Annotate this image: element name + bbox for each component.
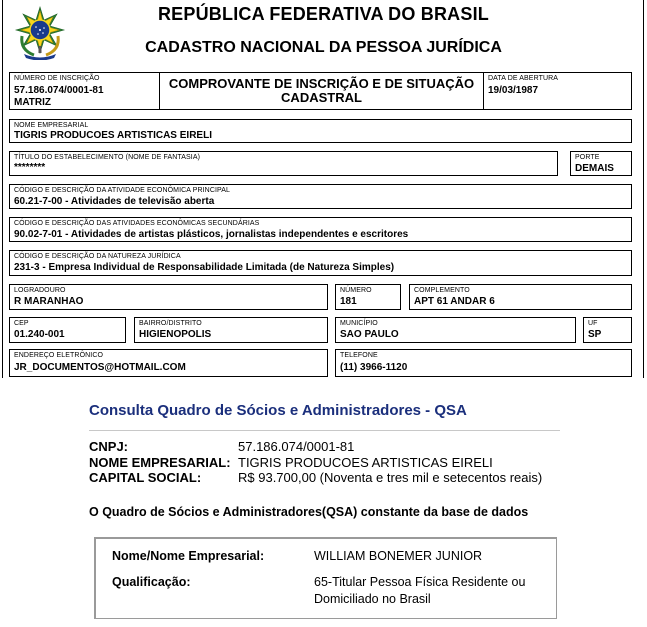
proof-title	[160, 77, 483, 105]
legal-nature-value: 231-3 - Empresa Individual de Responsabilidade Limitada (de Natureza Simples)	[14, 262, 395, 273]
trade-name-value: ********	[14, 162, 46, 173]
company-name-label: NOME EMPRESARIAL	[14, 122, 89, 129]
phone-value: (11) 3966-1120	[340, 362, 408, 373]
opening-date-label: DATA DE ABERTURA	[488, 75, 559, 82]
trade-name-box	[9, 151, 558, 176]
zip-code-label: CEP	[14, 320, 29, 327]
complement-box	[409, 284, 632, 310]
city-label: MUNICÍPIO	[340, 320, 378, 327]
secondary-activity-box	[9, 217, 632, 242]
phone-box	[335, 349, 632, 377]
proof-title-line-1: COMPROVANTE DE INSCRIÇÃO E DE SITUAÇÃO	[168, 76, 475, 91]
state-box	[583, 317, 632, 343]
company-name-value: TIGRIS PRODUCOES ARTISTICAS EIRELI	[14, 130, 212, 141]
partner-qualification-line-2: Domiciliado no Brasil	[314, 592, 431, 606]
partner-card	[94, 537, 557, 619]
proof-title-line-2: CADASTRAL	[281, 90, 362, 105]
opening-date-box	[483, 72, 632, 110]
legal-nature-box	[9, 250, 632, 276]
street-label: LOGRADOURO	[14, 287, 66, 294]
qsa-divider	[89, 430, 560, 431]
secondary-activity-value: 90.02-7-01 - Atividades de artistas plásticos, jornalistas independentes e escritores	[14, 229, 409, 240]
partner-qualification-line-1: 65-Titular Pessoa Física Residente ou	[314, 575, 526, 589]
company-size-value: DEMAIS	[575, 163, 614, 174]
city-value: SAO PAULO	[340, 329, 399, 340]
registration-number-value: 57.186.074/0001-81	[14, 85, 104, 96]
street-value: R MARANHAO	[14, 296, 84, 307]
phone-label: TELEFONE	[340, 352, 378, 359]
partner-qualification-label: Qualificação:	[112, 575, 191, 589]
cnpj-label: CNPJ:	[89, 439, 129, 454]
qsa-title: Consulta Quadro de Sócios e Administradores - QSA	[89, 402, 467, 419]
email-label: ENDEREÇO ELETRÔNICO	[14, 352, 104, 359]
district-box	[134, 317, 328, 343]
email-box	[9, 349, 328, 377]
city-box	[335, 317, 576, 343]
cnpj-value: 57.186.074/0001-81	[238, 439, 355, 454]
main-activity-label: CÓDIGO E DESCRIÇÃO DA ATIVIDADE ECONÔMICA PRINCIPAL	[14, 187, 231, 194]
qsa-company-name-value: TIGRIS PRODUCOES ARTISTICAS EIRELI	[238, 455, 493, 470]
street-number-box	[335, 284, 401, 310]
legal-nature-label: CÓDIGO E DESCRIÇÃO DA NATUREZA JURÍDICA	[14, 253, 181, 260]
registration-number-label: NÚMERO DE INSCRIÇÃO	[14, 75, 100, 82]
qsa-company-name-label: NOME EMPRESARIAL:	[89, 455, 231, 470]
street-number-label: NÚMERO	[340, 287, 372, 294]
complement-label: COMPLEMENTO	[414, 287, 470, 294]
company-name-box	[9, 119, 632, 143]
trade-name-label: TÍTULO DO ESTABELECIMENTO (NOME DE FANTASIA)	[14, 154, 201, 161]
street-box	[9, 284, 328, 310]
secondary-activity-label: CÓDIGO E DESCRIÇÃO DAS ATIVIDADES ECONÔMICAS SECUNDÁRIAS	[14, 220, 260, 227]
partner-name-value: WILLIAM BONEMER JUNIOR	[314, 549, 483, 563]
zip-code-box	[9, 317, 126, 343]
registration-number-box	[9, 72, 160, 110]
company-size-label: PORTE	[575, 154, 600, 161]
qsa-statement: O Quadro de Sócios e Administradores(QSA) constante da base de dados	[89, 505, 529, 519]
district-label: BAIRRO/DISTRITO	[139, 320, 202, 327]
registration-type-value: MATRIZ	[14, 97, 52, 108]
district-value: HIGIENOPOLIS	[139, 329, 212, 340]
partner-name-label: Nome/Nome Empresarial:	[112, 549, 265, 563]
complement-value: APT 61 ANDAR 6	[414, 296, 495, 307]
opening-date-value: 19/03/1987	[488, 85, 539, 96]
main-activity-box	[9, 184, 632, 209]
zip-code-value: 01.240-001	[14, 329, 65, 340]
main-activity-value: 60.21-7-00 - Atividades de televisão aberta	[14, 196, 215, 207]
company-size-box	[570, 151, 632, 176]
email-value: JR_DOCUMENTOS@HOTMAIL.COM	[14, 362, 186, 373]
proof-title-box	[159, 72, 484, 110]
capital-value: R$ 93.700,00 (Noventa e tres mil e setecentos reais)	[238, 470, 543, 485]
republic-title: REPÚBLICA FEDERATIVA DO BRASIL	[157, 4, 489, 24]
state-label: UF	[588, 320, 598, 327]
registry-title: CADASTRO NACIONAL DA PESSOA JURÍDICA	[145, 39, 502, 56]
capital-label: CAPITAL SOCIAL:	[89, 470, 202, 485]
street-number-value: 181	[340, 296, 357, 307]
state-value: SP	[588, 329, 602, 340]
